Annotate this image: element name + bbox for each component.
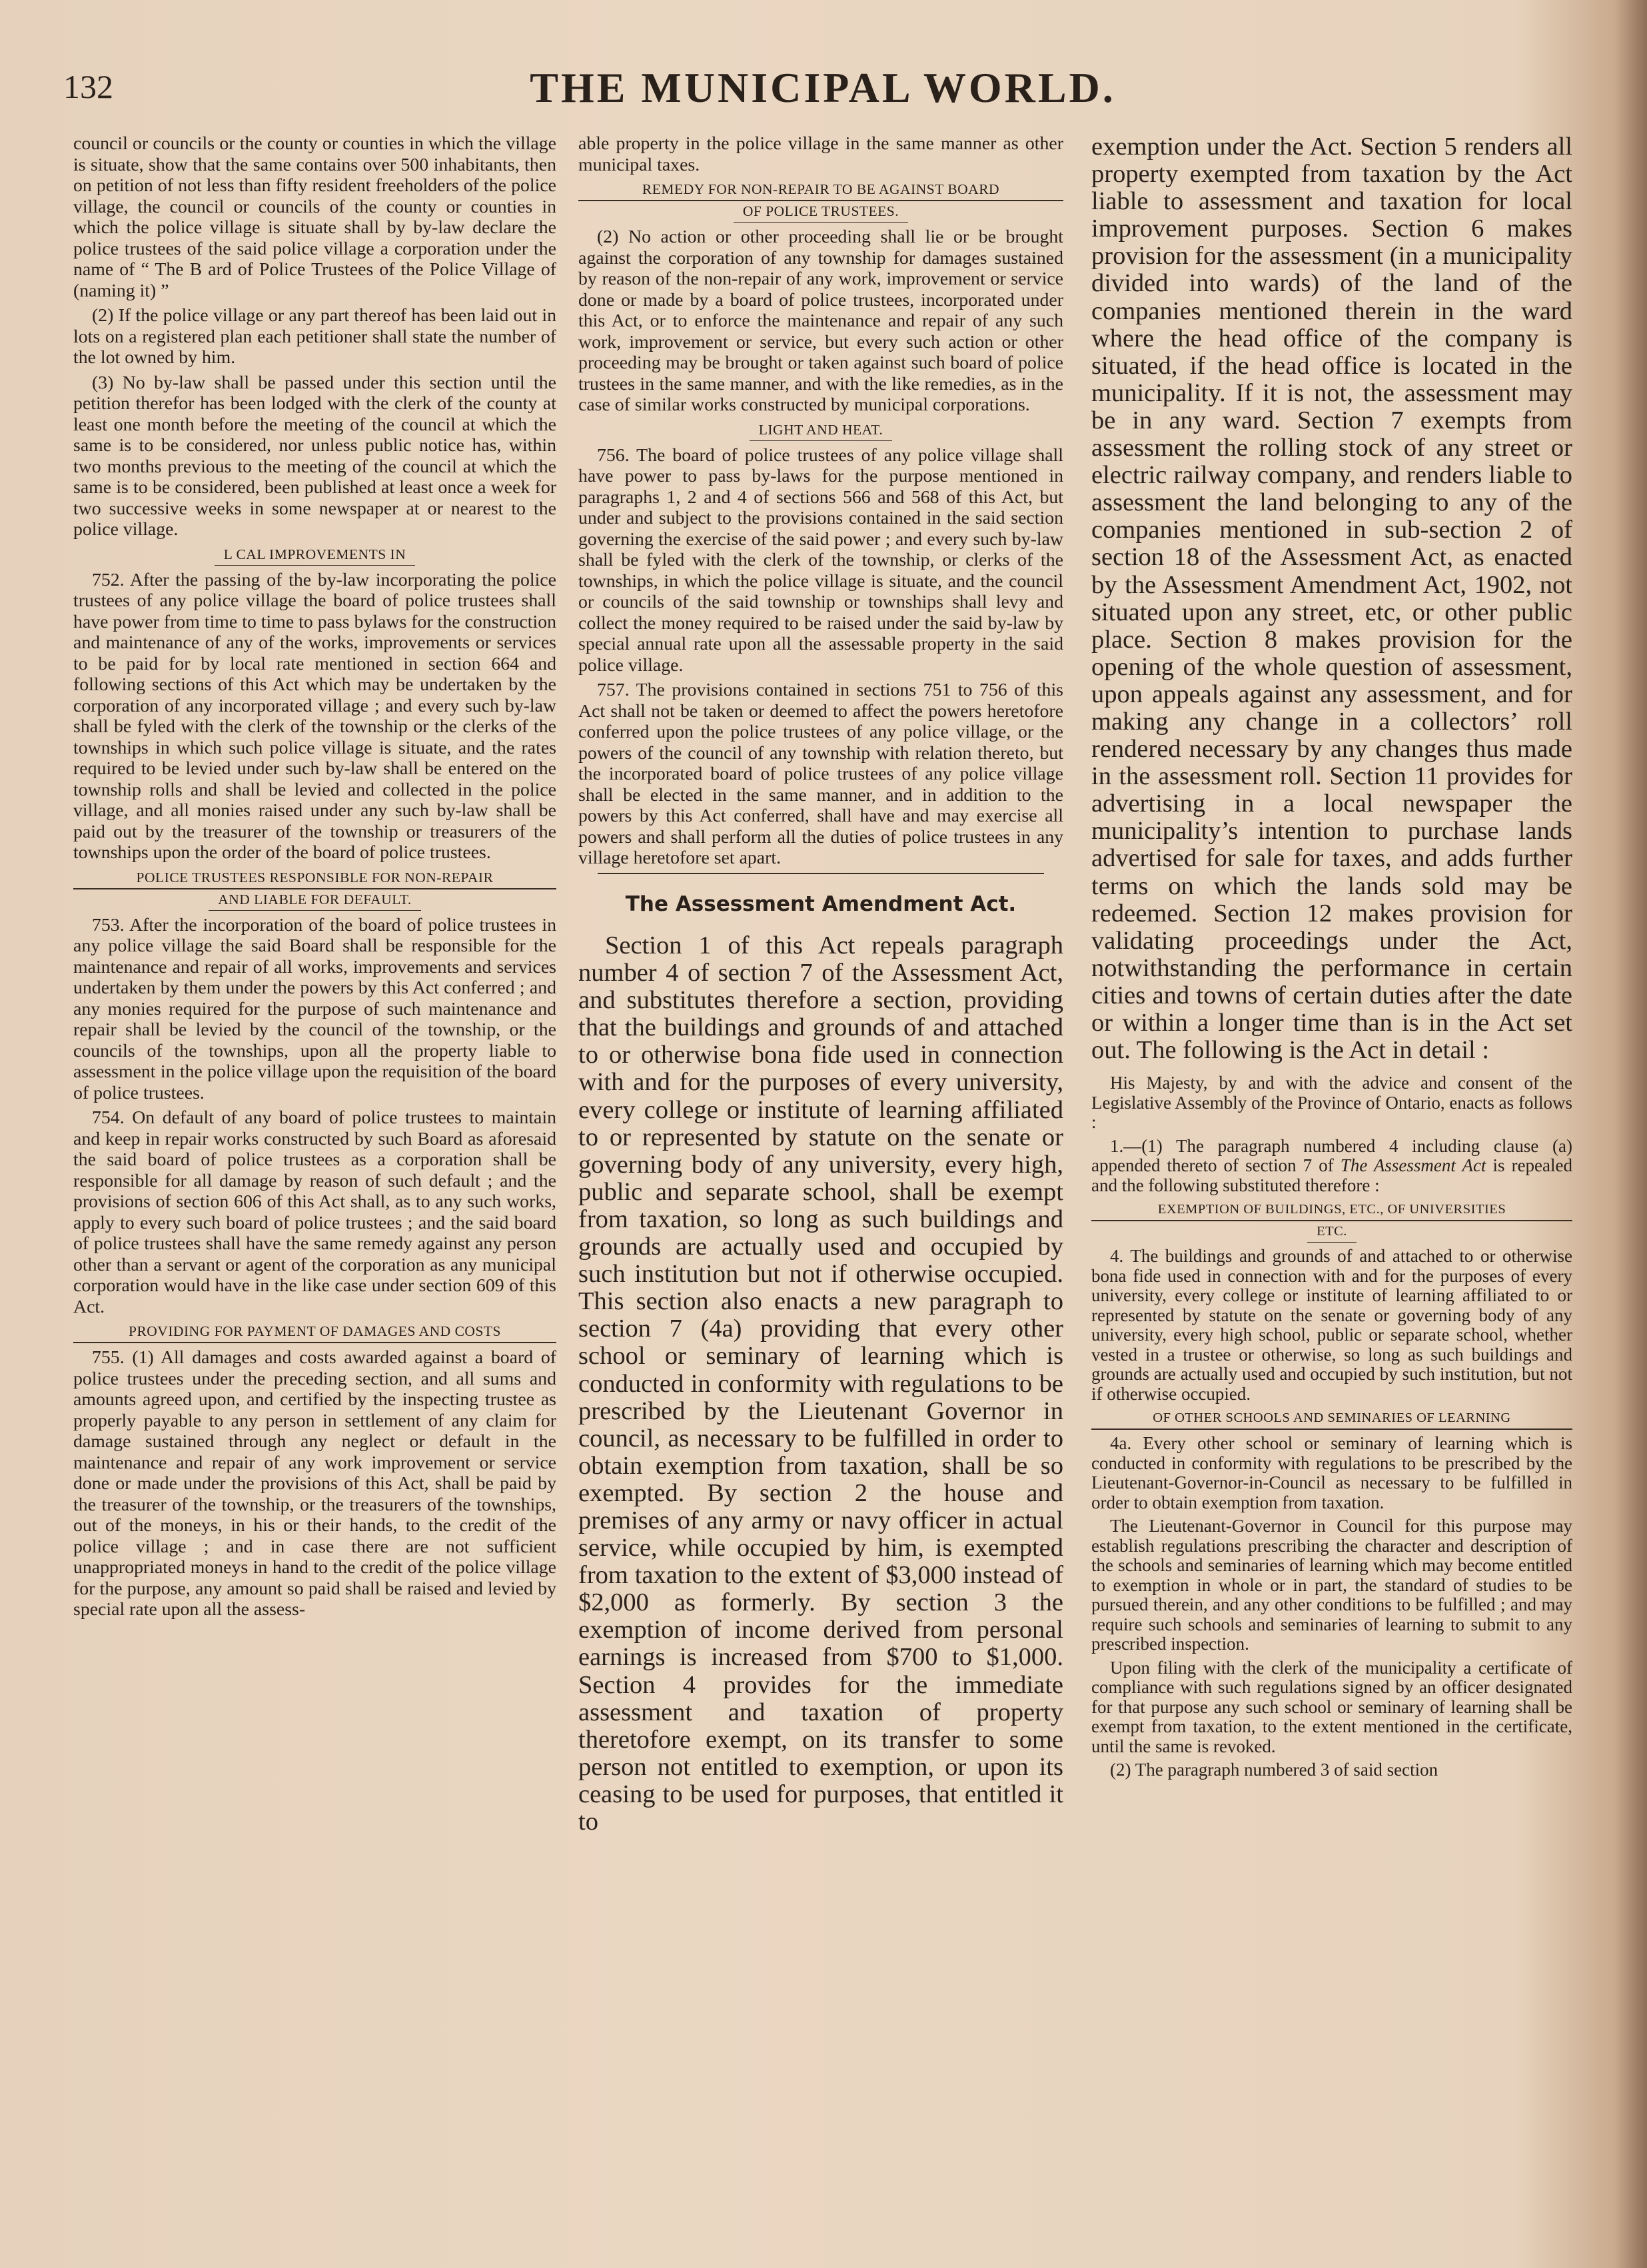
- column-3: [1091, 133, 1572, 2239]
- paragraph: 755. (1) All damages and costs awarded against a board of police trustees under the preceding section, and all sums and amounts agreed upon, and certified by the inspecting trustee as properly payable to any person in settlement of any claim for damage sustained through any neglect or default in the maintenance and repair of any work improvement or service done or made under the provisions of this Act, shall be paid by the treasurer of the township, or the treasurers of the townships, out of the moneys, in his or their hands, to the credit of the police village ; and in case there are not sufficient unappropriated moneys in hand to the credit of the police village for the purpose, any amount so paid shall be raised and levied by special rate upon all the assess-: [73, 1347, 556, 1620]
- section-heading-line2: ETC.: [1307, 1221, 1357, 1243]
- paragraph-part: 1.—(1) The paragraph numbered 4 including clause (a) appended thereto of section 7 of: [1091, 1135, 1572, 1176]
- page-number: 132: [63, 68, 113, 105]
- section-heading-line1: POLICE TRUSTEES RESPONSIBLE FOR NON-REPAIR: [73, 867, 556, 889]
- paragraph: exemption under the Act. Section 5 renders all property exempted from taxation by the Act liable to assessment and taxation for local improvement purposes. Section 6 makes provision for the assessment (in a municipality divided into wards) of the land of the companies mentioned therein in the ward where the head office of the company is situated, if the head office is located in the municipality. If it is not, the assessment may be in any ward. Section 7 exempts from assessment the rolling stock of any street or electric railway company, and renders liable to assessment the land belonging to any of the companies mentioned in sub-section 2 of section 18 of the Assessment Act, as enacted by the Assessment Amendment Act, 1902, not situated upon any street, etc, or other public place. Section 8 makes provision for the opening of the whole question of assessment, upon appeals against any assessment, and for making any change in a collectors’ roll rendered necessary by any changes thus made in the assessment roll. Section 11 provides for advertising in a local newspaper the municipality’s intention to purchase lands advertised for sale for taxes, and adds further terms on which the lands sold may be redeemed. Section 12 makes provision for validating proceedings under the Act, notwithstanding the performance in certain cities and towns of certain duties after the date or within a longer time than is in the Act set out. The following is the Act in detail :: [1091, 133, 1572, 1065]
- section-heading-text: LIGHT AND HEAT.: [750, 420, 892, 441]
- column-2: [578, 133, 1063, 2239]
- article-body: [578, 932, 1063, 1836]
- paragraph: [1091, 1137, 1572, 1196]
- paragraph: Section 1 of this Act repeals paragraph number 4 of section 7 of the Assessment Act, and substitutes therefore a section, providing that the buildings and grounds of and attached to or otherwise bona fide used in connection with and for the purposes of every university, every college or institute of learning affiliated to or represented by statute on the senate or governing body of any university, every high, public and separate school, shall be exempt from taxation, so long as such buildings and grounds are actually used and occupied by such institution but not if otherwise occupied. This section also enacts a new paragraph to section 7 (4a) providing that every other school or seminary of learning which is conducted in conformity with regulations to be prescribed by the Lieutenant Governor in council, as necessary to be fulfilled in order to obtain exemption from taxation, shall be so exempted. By section 2 the house and premises of any army or navy officer in actual service, while occupied by him, is exempted from taxation to the extent of $3,000 instead of $2,000 as formerly. By section 3 the exemption of income derived from personal earnings is increased from $700 to $1,000. Section 4 provides for the immediate assessment and taxation of property theretofore exempt, on its transfer to some person not entitled to exemption, or upon its ceasing to be used for purposes, that entitled it to: [578, 931, 1063, 1836]
- section-heading: [73, 544, 556, 566]
- section-heading-text: L CAL IMPROVEMENTS IN: [215, 544, 415, 566]
- paragraph: 757. The provisions contained in sections 751 to 756 of this Act shall not be taken or deemed to affect the powers heretofore conferred upon the police trustees of any police village, or the powers of the council of any township with relation thereto, but the incorporated board of police trustees of any police village shall be elected in the same manner, and in addition to the powers by this Act conferred, shall have and may exercise all powers and shall perform all the duties of police trustees in any village heretofore set apart.: [578, 680, 1063, 868]
- paragraph: able property in the police village in the same manner as other municipal taxes.: [578, 133, 1063, 175]
- section-heading: [578, 420, 1063, 441]
- paragraph: council or councils or the county or counties in which the village is situate, show that the same contains over 500 inhabitants, then on petition of not less than fifty resident freeholders of the police village, the council or councils of the county or counties in which the police village is situate shall by by-law declare the police trustees of the said police village a corporation under the name of “ The B ard of Police Trustees of the Police Village of (naming it) ”: [73, 133, 556, 301]
- paragraph-part: is repealed and the following substituted therefore :: [1091, 1155, 1572, 1195]
- section-heading-line2: AND LIABLE FOR DEFAULT.: [209, 889, 421, 911]
- page-header: [63, 63, 1582, 117]
- section-heading: [1091, 1199, 1572, 1243]
- section-heading-text: PROVIDING FOR PAYMENT OF DAMAGES AND COSTS: [73, 1321, 556, 1343]
- act-text: [1091, 1073, 1572, 1780]
- act-name: The Assessment Act: [1340, 1155, 1486, 1176]
- paragraph: (2) The paragraph numbered 3 of said section: [1110, 1760, 1438, 1780]
- paragraph: 752. After the passing of the by-law incorporating the police trustees of any police village the board of police trustees shall have power from time to time to pass bylaws for the construction and maintenance of any of the works, improvements or services to be paid for by local rate mentioned in section 664 and following sections of this Act which may be undertaken by the corporation of any incorporated village ; and every such by-law shall be fyled with the clerk of the township or the clerks of the townships in which such police village is situate, and the rates required to be levied under such by-law shall be entered on the township rolls and shall be levied and collected in the police village, and all monies raised under any such by-law shall be paid out by the treasurer of the township or treasurers of the townships upon the order of the board of police trustees.: [73, 569, 556, 863]
- divider-rule: [598, 873, 1044, 874]
- paragraph: Upon filing with the clerk of the municipality a certificate of compliance with such regulations signed by an officer designated for that purpose any such school or seminary of learning shall be exempt from taxation, to the extent mentioned in the certificate, until the same is revoked.: [1091, 1657, 1572, 1756]
- section-heading-line1: REMEDY FOR NON-REPAIR TO BE AGAINST BOARD: [578, 179, 1063, 201]
- paragraph: (3) No by-law shall be passed under this section until the petition therefor has been lodged with the clerk of the county at least one month before the meeting of the council at which the same is to be considered, nor unless public notice has, within two months previous to the meeting of the council at which the same is to be considered, been published at least once a week for two successive weeks in some newspaper at or nearest to the police village.: [73, 372, 556, 540]
- article-title: The Assessment Amendment Act.: [625, 891, 1017, 916]
- section-heading: [1091, 1408, 1572, 1430]
- paragraph: His Majesty, by and with the advice and consent of the Legislative Assembly of the Province of Ontario, enacts as follows :: [1091, 1073, 1572, 1133]
- section-heading: [578, 179, 1063, 223]
- paragraph: 754. On default of any board of police trustees to maintain and keep in repair works constructed by such Board as aforesaid the said board of police trustees as a corporation shall be responsible for all damage by reason of such default ; and the provisions of section 606 of this Act shall, as to any such works, apply to every such board of police trustees ; and the said board of police trustees shall have the same remedy against any person other than a servant or agent of the corporation as any municipal corporation would have in the like case under section 609 of this Act.: [73, 1107, 556, 1317]
- paragraph: 4a. Every other school or seminary of learning which is conducted in conformity with regulations to be prescribed by the Lieutenant-Governor-in-Council as necessary to be fulfilled in order to obtain exemption from taxation.: [1091, 1433, 1572, 1512]
- paragraph: 4. The buildings and grounds of and attached to or otherwise bona fide used in connection with and for the purposes of every university, every college or institute of learning affiliated to or represented by statute on the senate or governing body of any university, every high school, public or separate school, whether vested in a trustee or otherwise, so long as such buildings and grounds are actually used and occupied by such institution, but not if otherwise occupied.: [1091, 1246, 1572, 1404]
- section-heading-text: OF OTHER SCHOOLS AND SEMINARIES OF LEARNING: [1091, 1408, 1572, 1430]
- section-heading: [73, 867, 556, 911]
- section-heading-line1: EXEMPTION OF BUILDINGS, ETC., OF UNIVERSITIES: [1091, 1199, 1572, 1221]
- paragraph: (2) If the police village or any part thereof has been laid out in lots on a registered plan each petitioner shall state the number of the lot owned by him.: [73, 305, 556, 368]
- masthead-title: THE MUNICIPAL WORLD.: [530, 64, 1116, 111]
- section-heading: [73, 1321, 556, 1343]
- column-1: [73, 133, 556, 2239]
- paragraph: (2) No action or other proceeding shall lie or be brought against the corporation of any township for damages sustained by reason of the non-repair of any work, improvement or service done or made by a board of police trustees, incorporated under this Act, or to enforce the maintenance and repair of any such work, improvement or service, but every such action or other proceeding may be brought or taken against such board of police trustees in the same manner, and with the like remedies, as in the case of similar works constructed by municipal corporations.: [578, 227, 1063, 415]
- paragraph: 756. The board of police trustees of any police village shall have power to pass by-laws for the purpose mentioned in paragraphs 1, 2 and 4 of sections 566 and 568 of this Act, but under and subject to the provisions contained in the said section governing the exercise of the said power ; and every such by-law shall be fyled with the clerk of the township, or clerks of the townships, in which the police village is situate, and the council or councils of the said township or townships shall levy and collect the money required to be raised under the said by-law by special annual rate upon all the assessable property in the said police village.: [578, 444, 1063, 676]
- section-heading-line2: OF POLICE TRUSTEES.: [734, 201, 908, 223]
- article-body-continued: [1091, 133, 1572, 1064]
- paragraph: The Lieutenant-Governor in Council for this purpose may establish regulations prescribing the character and description of the schools and seminaries of learning which may become entitled to exemption in whole or in part, the standard of studies to be pursued therein, and any other conditions to be fulfilled ; and may require such schools and seminaries of learning to submit to any prescribed inspection.: [1091, 1516, 1572, 1654]
- paragraph: 753. After the incorporation of the board of police trustees in any police village the said Board shall be responsible for the maintenance and repair of all works, improvements and services undertaken by them under the powers by this Act conferred ; and any monies required for the purpose of such maintenance and repair shall be levied by the council of the township, or the councils of the townships, upon all the property liable to assessment in the police village upon the requisition of the board of police trustees.: [73, 914, 556, 1103]
